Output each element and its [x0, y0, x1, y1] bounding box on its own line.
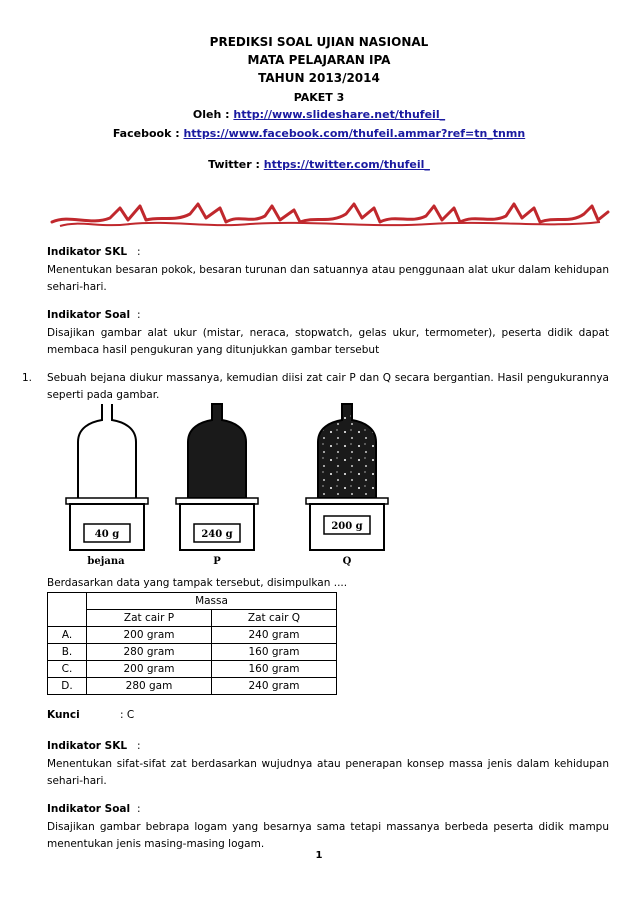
soal-text-1: Disajikan gambar alat ukur (mistar, neraca, stopwatch, gelas ukur, termometer), peserta didik dapat membaca hasil pengukuran yang ditunjukkan gambar tersebut	[47, 327, 609, 356]
table-row	[48, 661, 337, 678]
slideshare-link[interactable]: http://www.slideshare.net/thufeil_	[233, 108, 446, 121]
value-p: 280 gram	[87, 644, 212, 661]
doc-year: TAHUN 2013/2014	[258, 71, 380, 85]
option-letter: D.	[48, 678, 87, 695]
col-header-p: Zat cair P	[87, 610, 212, 627]
doc-subject: MATA PELAJARAN IPA	[247, 53, 391, 67]
scale-readout-2: 240 g	[201, 529, 233, 540]
option-letter: C.	[48, 661, 87, 678]
balance-q	[306, 404, 388, 567]
value-p: 280 gam	[87, 678, 212, 695]
answer-table	[47, 592, 337, 695]
col-header-q: Zat cair Q	[212, 610, 337, 627]
soal-text-2: Disajikan gambar bebrapa logam yang besarnya sama tetapi massanya berbeda peserta didik mampu menentukan jenis masing-masing logam.	[47, 821, 609, 850]
scale-readout-1: 40 g	[94, 529, 120, 540]
oleh-label: Oleh :	[192, 108, 230, 121]
soal-colon-2: :	[137, 803, 141, 815]
table-row	[48, 627, 337, 644]
twitter-label: Twitter :	[208, 158, 260, 171]
value-q: 160 gram	[212, 661, 337, 678]
soal-label-2: Indikator Soal	[47, 803, 131, 815]
question-text: Sebuah bejana diukur massanya, kemudian diisi zat cair P dan Q secara bergantian. Hasil pengukurannya seperti pada gambar.	[47, 372, 609, 401]
twitter-link[interactable]: https://twitter.com/thufeil_	[263, 158, 430, 171]
value-q: 240 gram	[212, 678, 337, 695]
question-number: 1.	[22, 372, 33, 384]
soal-colon-1: :	[137, 309, 141, 321]
balance-bejana	[66, 404, 148, 567]
table-row	[48, 644, 337, 661]
facebook-link[interactable]: https://www.facebook.com/thufeil.ammar?ref=tn_tnmn	[183, 127, 526, 140]
value-q: 240 gram	[212, 627, 337, 644]
table-header-row	[48, 593, 337, 610]
skl-colon-1: :	[137, 246, 141, 258]
skl-text-1: Menentukan besaran pokok, besaran turunan dan satuannya atau penggunaan alat ukur dalam kehidupan sehari-hari.	[47, 264, 609, 293]
skl-colon-2: :	[137, 740, 141, 752]
oleh-line	[0, 107, 638, 123]
option-letter: B.	[48, 644, 87, 661]
question-prompt: Berdasarkan data yang tampak tersebut, disimpulkan ....	[47, 577, 348, 589]
doc-paket: PAKET 3	[293, 91, 345, 104]
label-q: Q	[342, 556, 352, 567]
balance-figure	[62, 400, 402, 570]
skl-label-2: Indikator SKL	[47, 740, 128, 752]
twitter-line	[0, 157, 638, 173]
table-corner-cell	[48, 593, 87, 627]
balance-p	[176, 404, 258, 567]
table-row	[48, 678, 337, 695]
option-letter: A.	[48, 627, 87, 644]
facebook-line	[0, 126, 638, 142]
table-subheader-row	[48, 610, 337, 627]
ornament-divider	[50, 200, 610, 230]
soal-label-1: Indikator Soal	[47, 309, 131, 321]
page-number: 1	[315, 850, 323, 861]
label-bejana: bejana	[87, 556, 125, 567]
skl-text-2: Menentukan sifat-sifat zat berdasarkan wujudnya atau penerapan konsep massa jenis dalam kehidupan sehari-hari.	[47, 758, 609, 787]
skl-label-1: Indikator SKL	[47, 246, 128, 258]
scale-readout-3: 200 g	[331, 521, 363, 532]
doc-title: PREDIKSI SOAL UJIAN NASIONAL	[209, 35, 429, 49]
label-p: P	[213, 556, 221, 567]
value-p: 200 gram	[87, 627, 212, 644]
table-group-header: Massa	[87, 593, 337, 610]
kunci-value: : C	[120, 709, 135, 721]
value-p: 200 gram	[87, 661, 212, 678]
kunci-label: Kunci	[47, 709, 80, 721]
value-q: 160 gram	[212, 644, 337, 661]
facebook-label: Facebook :	[112, 127, 180, 140]
